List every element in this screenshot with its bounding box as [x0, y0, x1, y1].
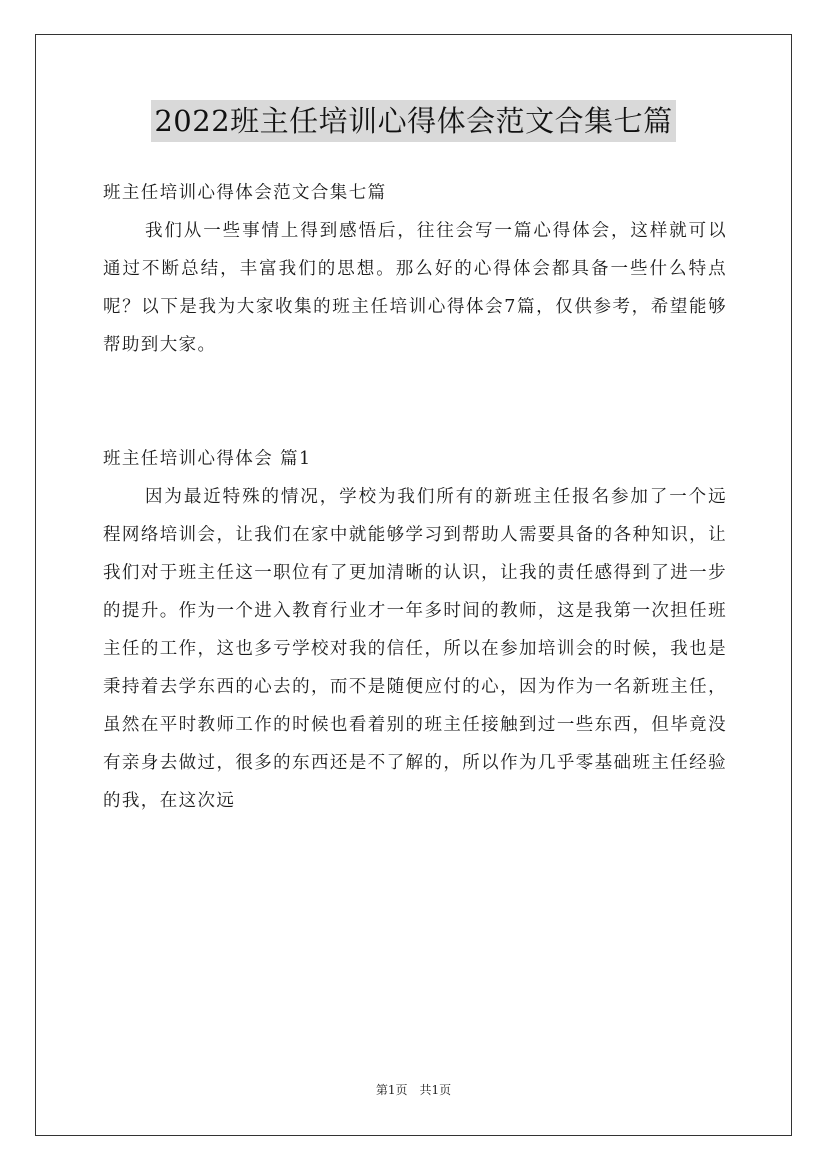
- title-container: [0, 100, 827, 142]
- section-heading: 班主任培训心得体会 篇1: [103, 449, 312, 469]
- page-number: 第1页: [375, 1083, 408, 1097]
- document-title: 2022班主任培训心得体会范文合集七篇: [151, 100, 675, 142]
- intro-paragraph: 我们从一些事情上得到感悟后，往往会写一篇心得体会，这样就可以通过不断总结，丰富我们的思想。那么好的心得体会都具备一些什么特点呢？以下是我为大家收集的班主任培训心得体会7篇，仅供参考，希望能够帮助到大家。: [103, 221, 727, 355]
- section-spacer: [103, 364, 727, 440]
- page-total: 共1页: [419, 1083, 452, 1097]
- page-footer: [0, 1082, 827, 1098]
- document-body: [103, 174, 727, 820]
- section-paragraph: 因为最近特殊的情况，学校为我们所有的新班主任报名参加了一个远程网络培训会，让我们在家中就能够学习到帮助人需要具备的各种知识，让我们对于班主任这一职位有了更加清晰的认识，让我的责任感得到了进一步的提升。作为一个进入教育行业才一年多时间的教师，这是我第一次担任班主任的工作，这也多亏学校对我的信任，所以在参加培训会的时候，我也是秉持着去学东西的心去的，而不是随便应付的心，因为作为一名新班主任，虽然在平时教师工作的时候也看着别的班主任接触到过一些东西，但毕竟没有亲身去做过，很多的东西还是不了解的，所以作为几乎零基础班主任经验的我，在这次远: [103, 487, 727, 811]
- subtitle: 班主任培训心得体会范文合集七篇: [103, 183, 387, 203]
